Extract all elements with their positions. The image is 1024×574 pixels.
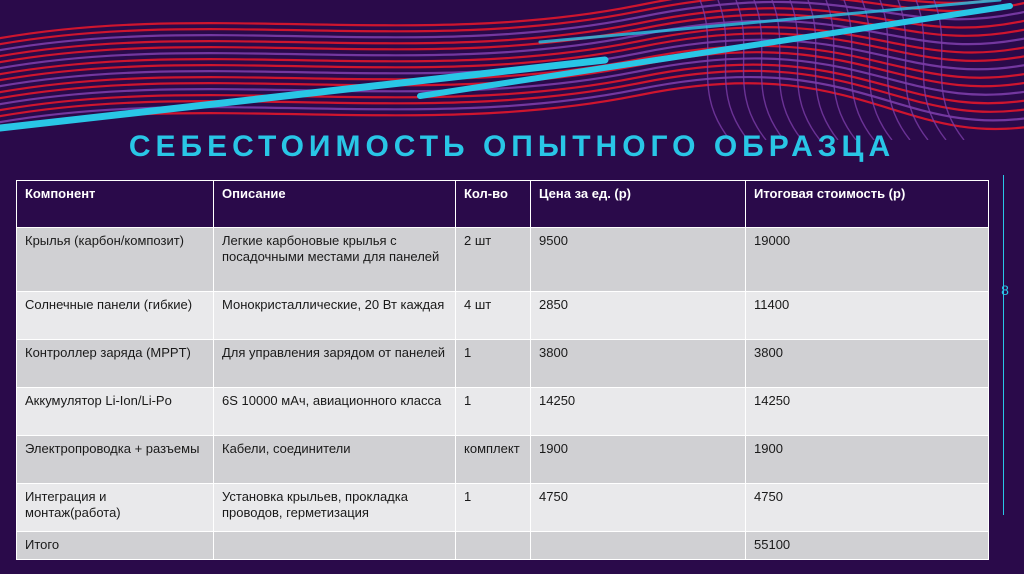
header-description: Описание (214, 181, 456, 228)
table-row (17, 340, 989, 388)
table-row (17, 436, 989, 484)
cell-component: Интеграция и монтаж(работа) (17, 484, 214, 532)
table-row (17, 228, 989, 292)
cell-description (214, 532, 456, 560)
cell-description: Для управления зарядом от панелей (214, 340, 456, 388)
decorative-wave-stripes (0, 0, 1024, 140)
cell-component: Крылья (карбон/композит) (17, 228, 214, 292)
cell-quantity: комплект (456, 436, 531, 484)
cell-description: Установка крыльев, прокладка проводов, герметизация (214, 484, 456, 532)
cell-component: Солнечные панели (гибкие) (17, 292, 214, 340)
cell-quantity: 1 (456, 340, 531, 388)
cell-quantity: 1 (456, 484, 531, 532)
cell-unit-price: 2850 (531, 292, 746, 340)
cell-unit-price: 1900 (531, 436, 746, 484)
side-divider-line (1003, 175, 1004, 515)
header-unit-price: Цена за ед. (р) (531, 181, 746, 228)
cell-description: 6S 10000 мАч, авиационного класса (214, 388, 456, 436)
cell-total-cost: 3800 (746, 340, 989, 388)
cell-quantity: 2 шт (456, 228, 531, 292)
table-row (17, 484, 989, 532)
cell-unit-price: 9500 (531, 228, 746, 292)
cell-quantity: 1 (456, 388, 531, 436)
cell-total-cost: 55100 (746, 532, 989, 560)
table-total-row (17, 532, 989, 560)
header-component: Компонент (17, 181, 214, 228)
cell-total-cost: 11400 (746, 292, 989, 340)
header-quantity: Кол-во (456, 181, 531, 228)
cell-unit-price: 3800 (531, 340, 746, 388)
cost-table (16, 180, 989, 560)
cell-total-cost: 4750 (746, 484, 989, 532)
cell-component: Аккумулятор Li-Ion/Li-Po (17, 388, 214, 436)
cell-description: Монокристаллические, 20 Вт каждая (214, 292, 456, 340)
cell-unit-price: 4750 (531, 484, 746, 532)
cell-component: Итого (17, 532, 214, 560)
cell-total-cost: 14250 (746, 388, 989, 436)
cell-quantity (456, 532, 531, 560)
table-row (17, 388, 989, 436)
cell-unit-price (531, 532, 746, 560)
header-total-cost: Итоговая стоимость (р) (746, 181, 989, 228)
cell-component: Электропроводка + разъемы (17, 436, 214, 484)
cell-total-cost: 19000 (746, 228, 989, 292)
page-number: 8 (1001, 282, 1009, 298)
cell-unit-price: 14250 (531, 388, 746, 436)
cell-total-cost: 1900 (746, 436, 989, 484)
cell-component: Контроллер заряда (MPPT) (17, 340, 214, 388)
slide-title: СЕБЕСТОИМОСТЬ ОПЫТНОГО ОБРАЗЦА (128, 130, 896, 163)
cell-description: Кабели, соединители (214, 436, 456, 484)
table-header-row (17, 181, 989, 228)
cell-description: Легкие карбоновые крылья с посадочными местами для панелей (214, 228, 456, 292)
cell-quantity: 4 шт (456, 292, 531, 340)
table-row (17, 292, 989, 340)
